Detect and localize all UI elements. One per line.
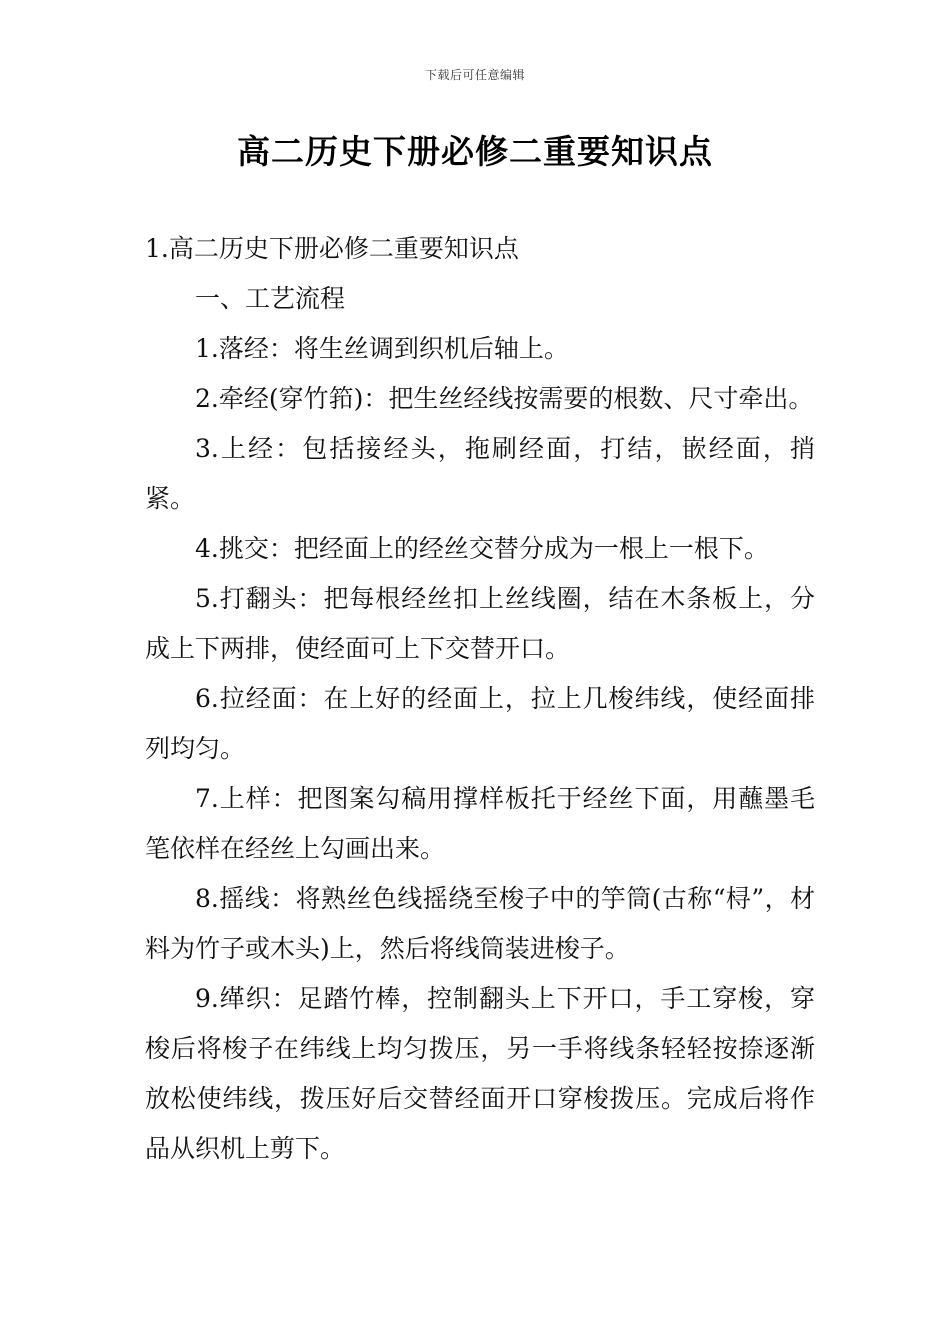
subheading: 一、工艺流程 [195,284,346,313]
document-title: 高二历史下册必修二重要知识点 [237,132,713,171]
document-body [145,224,815,1174]
paragraph-9: 9.缂织：足踏竹棒，控制翻头上下开口，手工穿梭，穿梭后将梭子在纬线上均匀拨压，另一手将线条轻轻按捺逐渐放松使纬线，拨压好后交替经面开口穿梭拨压。完成后将作品从织机上剪下。 [145,984,815,1163]
section-title: 1.高二历史下册必修二重要知识点 [145,234,519,263]
paragraph-8: 8.摇线：将熟丝色线摇绕至梭子中的竽筒(古称“桪”，材料为竹子或木头)上，然后将线筒装进梭子。 [145,884,815,963]
paragraph-5: 5.打翻头：把每根经丝扣上丝线圈，结在木条板上，分成上下两排，使经面可上下交替开口。 [145,584,815,663]
paragraph-2: 2.牵经(穿竹筘)：把生丝经线按需要的根数、尺寸牵出。 [195,384,814,413]
header-note: 下载后可任意编辑 [424,68,525,82]
paragraph-6: 6.拉经面：在上好的经面上，拉上几梭纬线，使经面排列均匀。 [145,684,815,763]
paragraph-3: 3.上经：包括接经头，拖刷经面，打结，嵌经面，捎紧。 [145,434,815,513]
paragraph-7: 7.上样：把图案勾稿用撑样板托于经丝下面，用蘸墨毛笔依样在经丝上勾画出来。 [145,784,815,863]
paragraph-1: 1.落经：将生丝调到织机后轴上。 [195,334,569,363]
paragraph-4: 4.挑交：把经面上的经丝交替分成为一根上一根下。 [195,534,769,563]
